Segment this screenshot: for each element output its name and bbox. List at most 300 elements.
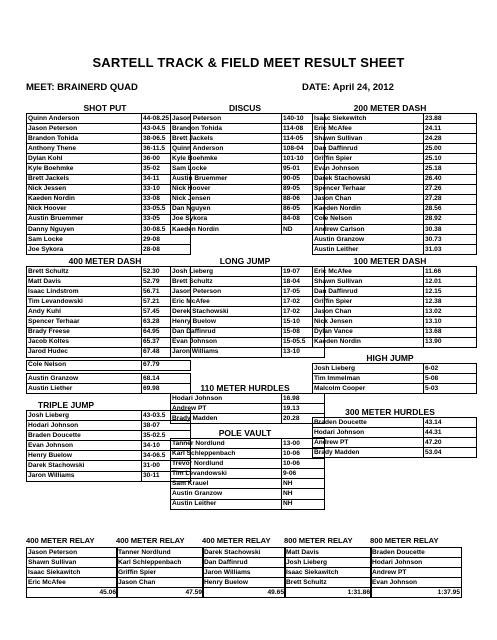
- mark-value: 19.13: [282, 404, 325, 414]
- athlete-name: Brett Schultz: [27, 267, 142, 277]
- athlete-name: Evan Johnson: [171, 337, 282, 347]
- athlete-name: Tim Levandowski: [27, 297, 142, 307]
- table-row: [313, 374, 477, 384]
- results-table-pole-vault: [170, 438, 325, 510]
- athlete-name: Anthony Thene: [27, 144, 142, 154]
- athlete-name: Josh Lieberg: [27, 411, 142, 421]
- mark-value: 34-11: [142, 174, 191, 184]
- relay-time: 49.65: [203, 588, 286, 598]
- mark-value: 25.00: [424, 144, 477, 154]
- table-row: [313, 225, 477, 235]
- table-row: [27, 431, 191, 441]
- table-row: [313, 297, 477, 307]
- mark-value: 140-10: [282, 114, 325, 124]
- mark-value: 86-05: [282, 204, 325, 214]
- table-row: [171, 184, 325, 194]
- table-row: [27, 307, 191, 317]
- table-row: [313, 184, 477, 194]
- table-row: [313, 114, 477, 124]
- athlete-name: Karl Schleppenbach: [171, 449, 282, 459]
- athlete-name: Joe Sykora: [171, 214, 282, 224]
- mark-value: 25.10: [424, 154, 477, 164]
- athlete-name: Andrew PT: [313, 438, 424, 448]
- table-row: [27, 337, 191, 347]
- mark-value: 114-08: [282, 124, 325, 134]
- table-row: [313, 164, 477, 174]
- table-row: [27, 204, 191, 214]
- table-row: [371, 558, 462, 568]
- relay-runner: Isaac Siekawitch: [27, 568, 118, 578]
- table-row: [171, 297, 325, 307]
- mark-value: 34-06.5: [142, 451, 191, 461]
- table-row: [285, 578, 372, 588]
- table-row: [313, 428, 477, 438]
- table-row: [27, 184, 191, 194]
- relay-table: [202, 547, 286, 598]
- table-row: [117, 558, 204, 568]
- table-row: [313, 194, 477, 204]
- athlete-name: Brett Jackels: [27, 174, 142, 184]
- mark-value: 38-06.5: [142, 134, 191, 144]
- relay-time: 45.06: [27, 588, 118, 598]
- table-row: [27, 421, 191, 431]
- mark-value: 101-10: [282, 154, 325, 164]
- mark-value: 34-10: [142, 441, 191, 451]
- athlete-name: Austin Leither: [171, 499, 282, 509]
- table-row: [117, 578, 204, 588]
- mark-value: 53.04: [424, 448, 477, 458]
- table-row: [27, 235, 191, 245]
- table-row: [171, 154, 325, 164]
- athlete-name: Nick Hoover: [27, 204, 142, 214]
- athlete-name: Sam Locke: [27, 235, 142, 245]
- table-row: [171, 347, 325, 357]
- relay-runner: Dan Daffinrud: [203, 558, 286, 568]
- mark-value: 64.95: [142, 327, 191, 337]
- results-table-400-meter-dash: [26, 266, 191, 358]
- table-row: [171, 267, 325, 277]
- mark-value: 52.79: [142, 277, 191, 287]
- table-row: [285, 548, 372, 558]
- mark-value: 57.45: [142, 307, 191, 317]
- table-row: [27, 451, 191, 461]
- meet-date: DATE: April 24, 2012: [302, 82, 394, 93]
- table-row: [171, 204, 325, 214]
- table-row: [171, 225, 325, 235]
- table-row: [313, 245, 477, 255]
- table-row: [313, 124, 477, 134]
- event-title-shot-put: SHOT PUT: [83, 103, 127, 113]
- table-row: [313, 317, 477, 327]
- event-title-400-meter-dash: 400 METER DASH: [68, 256, 142, 266]
- athlete-name: Dan Nguyen: [171, 204, 282, 214]
- table-row: [171, 174, 325, 184]
- relay-runner: Josh Lieberg: [285, 558, 372, 568]
- table-row: [313, 204, 477, 214]
- mark-value: 31-00: [142, 461, 191, 471]
- athlete-name: Dan Daffinrud: [313, 287, 424, 297]
- athlete-name: Shawn Sullivan: [313, 134, 424, 144]
- athlete-name: Danny Nguyen: [27, 225, 142, 235]
- athlete-name: Quinn Anderson: [27, 114, 142, 124]
- table-row: [27, 134, 191, 144]
- table-row: [117, 588, 204, 598]
- mark-value: NH: [282, 499, 325, 509]
- athlete-name: Joe Sykora: [27, 245, 142, 255]
- mark-value: 17-02: [282, 297, 325, 307]
- relay-runner: Hodari Johnson: [371, 558, 462, 568]
- athlete-name: Cole Nelson: [27, 360, 142, 370]
- athlete-name: Eric McAfee: [313, 267, 424, 277]
- athlete-name: Dylan Vance: [313, 327, 424, 337]
- table-row: [313, 384, 477, 394]
- athlete-name: Henry Buelow: [27, 451, 142, 461]
- mark-value: 6-02: [424, 364, 477, 374]
- athlete-name: Eric McAfee: [171, 297, 282, 307]
- table-row: [171, 194, 325, 204]
- results-table-100-meter-dash: [312, 266, 477, 348]
- table-row: [27, 360, 191, 370]
- athlete-name: Austin Granzow: [313, 235, 424, 245]
- athlete-name: Malcolm Cooper: [313, 384, 424, 394]
- table-row: [371, 578, 462, 588]
- athlete-name: Griffin Spier: [313, 154, 424, 164]
- mark-value: 57.21: [142, 297, 191, 307]
- athlete-name: Darek Stachowski: [313, 174, 424, 184]
- table-row: [203, 578, 286, 588]
- relay-runner: Braden Doucette: [371, 548, 462, 558]
- table-row: [27, 194, 191, 204]
- table-row: [313, 364, 477, 374]
- mark-value: 30.73: [424, 235, 477, 245]
- athlete-name: Darek Stachowski: [27, 461, 142, 471]
- mark-value: 11.66: [424, 267, 477, 277]
- event-title-300-meter-hurdles: 300 METER HURDLES: [345, 407, 435, 417]
- table-row: [285, 568, 372, 578]
- athlete-name: Brandon Tohida: [27, 134, 142, 144]
- relay-runner: Karl Schleppenbach: [117, 558, 204, 568]
- athlete-name: Brandon Tohida: [171, 124, 282, 134]
- athlete-name: Jason Peterson: [27, 124, 142, 134]
- mark-value: 26.40: [424, 174, 477, 184]
- table-row: [313, 267, 477, 277]
- mark-value: 13.10: [424, 317, 477, 327]
- athlete-name: Spencer Terhaar: [27, 317, 142, 327]
- event-title-long-jump: LONG JUMP: [219, 256, 271, 266]
- mark-value: 24.28: [424, 134, 477, 144]
- athlete-name: Kyle Boehmke: [27, 164, 142, 174]
- table-row: [27, 214, 191, 224]
- table-row: [171, 164, 325, 174]
- mark-value: 43-04.5: [142, 124, 191, 134]
- mark-value: ND: [282, 225, 325, 235]
- athlete-name: Nick Jensen: [313, 317, 424, 327]
- mark-value: 36-11.5: [142, 144, 191, 154]
- mark-value: 43.14: [424, 418, 477, 428]
- relay-runner: Tanner Nordlund: [117, 548, 204, 558]
- mark-value: 15-10: [282, 317, 325, 327]
- table-row: [313, 438, 477, 448]
- mark-value: 5-03: [424, 384, 477, 394]
- table-row: [27, 225, 191, 235]
- table-row: [313, 337, 477, 347]
- athlete-name: Isaac Lindstrom: [27, 287, 142, 297]
- table-row: [171, 414, 325, 424]
- relay-table: [284, 547, 372, 598]
- mark-value: 23.88: [424, 114, 477, 124]
- table-row: [27, 327, 191, 337]
- mark-value: 30-08.5: [142, 225, 191, 235]
- mark-value: 25.18: [424, 164, 477, 174]
- athlete-name: Kaeden Nordin: [27, 194, 142, 204]
- table-row: [27, 245, 191, 255]
- athlete-name: Andrew PT: [171, 404, 282, 414]
- table-row: [171, 277, 325, 287]
- mark-value: 33-05: [142, 214, 191, 224]
- table-row: [171, 404, 325, 414]
- athlete-name: Austin Bruemmer: [171, 174, 282, 184]
- mark-value: 35-02.5: [142, 431, 191, 441]
- table-row: [27, 287, 191, 297]
- table-row: [27, 174, 191, 184]
- mark-value: 89-05: [282, 184, 325, 194]
- relay-table: [116, 547, 204, 598]
- relay-title: 400 METER RELAY: [202, 536, 271, 545]
- athlete-name: Austin Granzow: [27, 374, 142, 384]
- table-row: [313, 235, 477, 245]
- table-row: [27, 411, 191, 421]
- mark-value: 17-02: [282, 307, 325, 317]
- table-row: [117, 568, 204, 578]
- results-table-400-meter-dash: [26, 360, 191, 371]
- mark-value: 30.38: [424, 225, 477, 235]
- athlete-name: Trevor Nordlund: [171, 459, 282, 469]
- results-table-discus: [170, 113, 325, 235]
- athlete-name: Dan Daffinrud: [313, 144, 424, 154]
- table-row: [27, 374, 191, 384]
- table-row: [171, 499, 325, 509]
- table-row: [171, 479, 325, 489]
- table-row: [371, 588, 462, 598]
- mark-value: 95-01: [282, 164, 325, 174]
- table-row: [171, 449, 325, 459]
- mark-value: 24.11: [424, 124, 477, 134]
- table-row: [171, 287, 325, 297]
- mark-value: 38-07: [142, 421, 191, 431]
- table-row: [27, 384, 191, 394]
- athlete-name: Quinn Anderson: [171, 144, 282, 154]
- table-row: [27, 588, 118, 598]
- table-row: [27, 347, 191, 357]
- table-row: [285, 588, 372, 598]
- mark-value: 44.31: [424, 428, 477, 438]
- table-row: [171, 394, 325, 404]
- table-row: [371, 568, 462, 578]
- mark-value: 36-00: [142, 154, 191, 164]
- mark-value: 28.92: [424, 214, 477, 224]
- mark-value: 88-06: [282, 194, 325, 204]
- event-title-110-meter-hurdles: 110 METER HURDLES: [200, 383, 290, 393]
- mark-value: 67.48: [142, 347, 191, 357]
- mark-value: 15-05.5: [282, 337, 325, 347]
- athlete-name: Cole Nelson: [313, 214, 424, 224]
- table-row: [27, 317, 191, 327]
- mark-value: 20.28: [282, 414, 325, 424]
- athlete-name: Sam Krauel: [171, 479, 282, 489]
- athlete-name: Brett Schultz: [171, 277, 282, 287]
- relay-runner: Brett Schultz: [285, 578, 372, 588]
- results-table-200-meter-dash: [312, 113, 477, 255]
- table-row: [171, 317, 325, 327]
- athlete-name: Austin Granzow: [171, 489, 282, 499]
- mark-value: 33-10: [142, 184, 191, 194]
- table-row: [313, 287, 477, 297]
- athlete-name: Jaron Williams: [27, 471, 142, 481]
- athlete-name: Dan Daffinrud: [171, 327, 282, 337]
- mark-value: 27.26: [424, 184, 477, 194]
- mark-value: 47.20: [424, 438, 477, 448]
- athlete-name: Matt Davis: [27, 277, 142, 287]
- athlete-name: Austin Liether: [27, 384, 142, 394]
- table-row: [171, 134, 325, 144]
- mark-value: 16.98: [282, 394, 325, 404]
- mark-value: 90-05: [282, 174, 325, 184]
- relay-runner: Matt Davis: [285, 548, 372, 558]
- table-row: [27, 568, 118, 578]
- results-table-110-meter-hurdles: [170, 393, 325, 424]
- table-row: [171, 114, 325, 124]
- mark-value: 65.37: [142, 337, 191, 347]
- mark-value: 63.28: [142, 317, 191, 327]
- table-row: [313, 307, 477, 317]
- mark-value: 12.38: [424, 297, 477, 307]
- athlete-name: Nick Jensen: [171, 194, 282, 204]
- results-table-300-meter-hurdles: [312, 417, 477, 458]
- athlete-name: Hodari Johnson: [171, 394, 282, 404]
- results-table-long-jump: [170, 266, 325, 358]
- mark-value: 44-08.25: [142, 114, 191, 124]
- athlete-name: Josh Lieberg: [171, 267, 282, 277]
- table-row: [171, 307, 325, 317]
- athlete-name: Tim Levandowski: [171, 469, 282, 479]
- mark-value: 5-08: [424, 374, 477, 384]
- table-row: [313, 174, 477, 184]
- relay-runner: Griffin Spier: [117, 568, 204, 578]
- results-table-triple-jump: [26, 410, 191, 482]
- mark-value: 43-03.5: [142, 411, 191, 421]
- athlete-name: Nick Jessen: [27, 184, 142, 194]
- mark-value: 31.03: [424, 245, 477, 255]
- mark-value: 12.15: [424, 287, 477, 297]
- athlete-name: Evan Johnson: [27, 441, 142, 451]
- mark-value: 10-06: [282, 449, 325, 459]
- table-row: [313, 134, 477, 144]
- relay-title: 400 METER RELAY: [26, 536, 95, 545]
- mark-value: 28-08: [142, 245, 191, 255]
- table-row: [27, 144, 191, 154]
- table-row: [203, 568, 286, 578]
- table-row: [171, 144, 325, 154]
- event-title-pole-vault: POLE VAULT: [218, 428, 272, 438]
- mark-value: 18-04: [282, 277, 325, 287]
- athlete-name: Evan Johnson: [313, 164, 424, 174]
- table-row: [313, 448, 477, 458]
- athlete-name: Hodari Johnson: [313, 428, 424, 438]
- athlete-name: Braden Doucette: [313, 418, 424, 428]
- table-row: [27, 124, 191, 134]
- table-row: [313, 144, 477, 154]
- table-row: [285, 558, 372, 568]
- table-row: [27, 558, 118, 568]
- athlete-name: Josh Lieberg: [313, 364, 424, 374]
- relay-time: 47.59: [117, 588, 204, 598]
- table-row: [27, 114, 191, 124]
- relay-runner: Shawn Sullivan: [27, 558, 118, 568]
- table-row: [171, 327, 325, 337]
- athlete-name: Eric McAfee: [313, 124, 424, 134]
- table-row: [313, 418, 477, 428]
- athlete-name: Tanner Nordlund: [171, 439, 282, 449]
- mark-value: 27.28: [424, 194, 477, 204]
- relay-runner: Darek Stachowski: [203, 548, 286, 558]
- athlete-name: Brady Freese: [27, 327, 142, 337]
- mark-value: 69.98: [142, 384, 191, 394]
- table-row: [371, 548, 462, 558]
- mark-value: 13.90: [424, 337, 477, 347]
- table-row: [27, 441, 191, 451]
- athlete-name: Brady Madden: [313, 448, 424, 458]
- athlete-name: Kaeden Nordin: [313, 337, 424, 347]
- athlete-name: Sam Locke: [171, 164, 282, 174]
- table-row: [171, 337, 325, 347]
- relay-table: [370, 547, 462, 598]
- mark-value: 56.71: [142, 287, 191, 297]
- relay-runner: Jaron Williams: [203, 568, 286, 578]
- event-title-high-jump: HIGH JUMP: [366, 353, 414, 363]
- athlete-name: Jason Peterson: [171, 287, 282, 297]
- event-title-triple-jump: TRIPLE JUMP: [37, 400, 95, 410]
- event-title-100-meter-dash: 100 METER DASH: [353, 256, 427, 266]
- mark-value: 33-08: [142, 194, 191, 204]
- table-row: [171, 214, 325, 224]
- mark-value: 33-05.5: [142, 204, 191, 214]
- athlete-name: Austin Leither: [313, 245, 424, 255]
- mark-value: 29-08: [142, 235, 191, 245]
- athlete-name: Tim Immelman: [313, 374, 424, 384]
- mark-value: NH: [282, 489, 325, 499]
- table-row: [27, 297, 191, 307]
- table-row: [313, 327, 477, 337]
- relay-runner: Evan Johnson: [371, 578, 462, 588]
- table-row: [117, 548, 204, 558]
- table-row: [27, 461, 191, 471]
- table-row: [27, 164, 191, 174]
- athlete-name: Brady Madden: [171, 414, 282, 424]
- table-row: [171, 439, 325, 449]
- athlete-name: Nick Hoover: [171, 184, 282, 194]
- athlete-name: Jaron Williams: [171, 347, 282, 357]
- table-row: [203, 548, 286, 558]
- meet-name: MEET: BRAINERD QUAD: [26, 82, 138, 93]
- relay-title: 800 METER RELAY: [284, 536, 353, 545]
- athlete-name: Isaac Siekewitch: [313, 114, 424, 124]
- table-row: [27, 548, 118, 558]
- athlete-name: Shawn Sullivan: [313, 277, 424, 287]
- athlete-name: Dylan Kohl: [27, 154, 142, 164]
- mark-value: 13.02: [424, 307, 477, 317]
- table-row: [171, 469, 325, 479]
- relay-runner: Eric McAfee: [27, 578, 118, 588]
